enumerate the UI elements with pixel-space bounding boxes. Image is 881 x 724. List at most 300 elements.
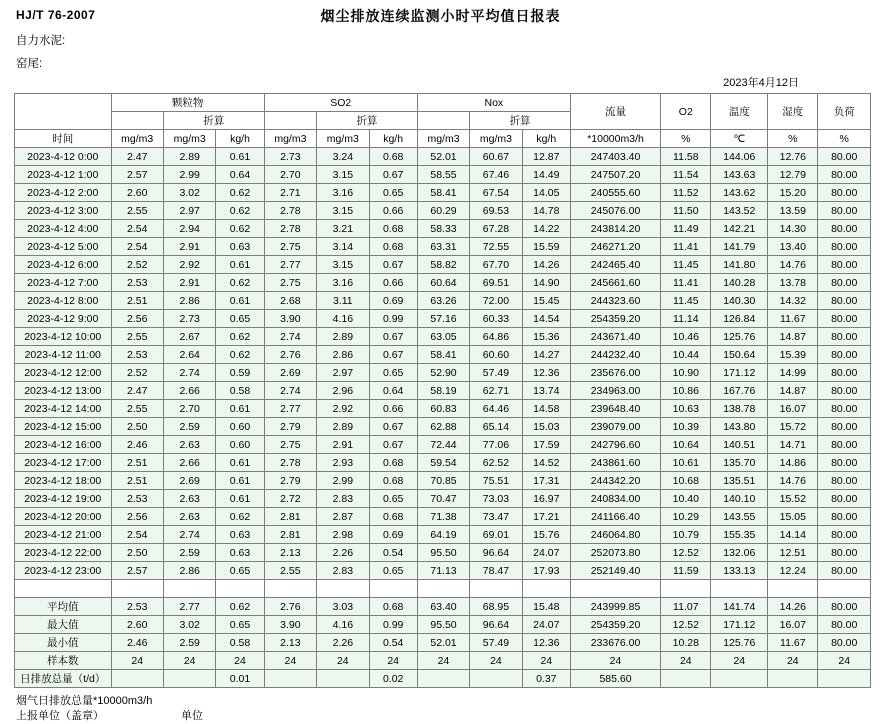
cell-value: 11.58	[661, 148, 711, 166]
cell-value: 3.16	[317, 184, 369, 202]
cell-time: 2023-4-12 6:00	[15, 256, 112, 274]
unit-nox-mgm3: mg/m3	[417, 130, 469, 148]
cell-value: 2.92	[317, 400, 369, 418]
cell-value: 2.81	[264, 526, 316, 544]
cell-value: 0.61	[216, 400, 264, 418]
table-row	[15, 238, 871, 256]
cell-value: 2.93	[317, 454, 369, 472]
cell-time: 2023-4-12 1:00	[15, 166, 112, 184]
cell-value: 2.74	[264, 328, 316, 346]
cell-value: 2.67	[163, 328, 215, 346]
cell-value: 141.79	[711, 238, 768, 256]
cell-value: 12.76	[768, 148, 818, 166]
cell-value: 252149.40	[570, 562, 660, 580]
cell-value: 140.30	[711, 292, 768, 310]
cell-value: 246064.80	[570, 526, 660, 544]
cell-value: 132.06	[711, 544, 768, 562]
cell-value: 239648.40	[570, 400, 660, 418]
cell-value: 80.00	[818, 238, 871, 256]
cell-value: 2.91	[163, 238, 215, 256]
summary-value: 3.03	[317, 598, 369, 616]
cell-value: 2.63	[163, 508, 215, 526]
cell-value: 2.78	[264, 454, 316, 472]
cell-value: 243861.60	[570, 454, 660, 472]
cell-value: 3.15	[317, 256, 369, 274]
cell-value: 0.61	[216, 454, 264, 472]
unit-pm-conv-mgm3: mg/m3	[163, 130, 215, 148]
cell-value: 67.46	[470, 166, 522, 184]
summary-label: 最大值	[15, 616, 112, 634]
table-row	[15, 382, 871, 400]
summary-value	[417, 670, 469, 688]
cell-value: 11.49	[661, 220, 711, 238]
cell-value: 10.44	[661, 346, 711, 364]
cell-value: 15.76	[522, 526, 570, 544]
cell-value: 2.94	[163, 220, 215, 238]
cell-value: 10.39	[661, 418, 711, 436]
summary-value: 57.49	[470, 634, 522, 652]
cell-value: 10.29	[661, 508, 711, 526]
cell-value: 0.62	[216, 274, 264, 292]
summary-row	[15, 634, 871, 652]
cell-value: 14.05	[522, 184, 570, 202]
cell-value: 72.44	[417, 436, 469, 454]
summary-value: 24	[264, 652, 316, 670]
header-cell-so2: SO2	[264, 94, 417, 112]
cell-value: 0.62	[216, 328, 264, 346]
cell-value: 15.72	[768, 418, 818, 436]
cell-value: 244342.20	[570, 472, 660, 490]
spacer-cell	[470, 580, 522, 598]
cell-value: 16.07	[768, 400, 818, 418]
cell-value: 0.54	[369, 544, 417, 562]
cell-value: 2.64	[163, 346, 215, 364]
cell-value: 69.01	[470, 526, 522, 544]
table-row	[15, 562, 871, 580]
cell-value: 14.99	[768, 364, 818, 382]
header-cell-nox-blank	[417, 112, 469, 130]
summary-row	[15, 670, 871, 688]
summary-value: 52.01	[417, 634, 469, 652]
cell-time: 2023-4-12 3:00	[15, 202, 112, 220]
footer-reporting-unit-row	[16, 709, 871, 724]
cell-value: 0.62	[216, 184, 264, 202]
summary-label: 平均值	[15, 598, 112, 616]
cell-value: 80.00	[818, 328, 871, 346]
cell-value: 150.64	[711, 346, 768, 364]
cell-value: 10.46	[661, 328, 711, 346]
cell-value: 60.29	[417, 202, 469, 220]
cell-value: 241166.40	[570, 508, 660, 526]
spacer-cell	[317, 580, 369, 598]
table-row	[15, 310, 871, 328]
cell-value: 10.86	[661, 382, 711, 400]
cell-value: 2.96	[317, 382, 369, 400]
summary-value	[768, 670, 818, 688]
cell-value: 0.61	[216, 472, 264, 490]
header-cell-temp: 温度	[711, 94, 768, 130]
table-row	[15, 202, 871, 220]
unit-load: %	[818, 130, 871, 148]
cell-value: 167.76	[711, 382, 768, 400]
cell-value: 14.90	[522, 274, 570, 292]
cell-time: 2023-4-12 18:00	[15, 472, 112, 490]
cell-value: 0.65	[369, 364, 417, 382]
cell-value: 77.06	[470, 436, 522, 454]
cell-value: 58.41	[417, 184, 469, 202]
cell-value: 60.67	[470, 148, 522, 166]
cell-value: 96.64	[470, 544, 522, 562]
cell-value: 240555.60	[570, 184, 660, 202]
cell-value: 2.70	[163, 400, 215, 418]
unit-pm-mgm3: mg/m3	[111, 130, 163, 148]
footer-unit-label: 单位	[181, 710, 203, 722]
cell-value: 14.86	[768, 454, 818, 472]
summary-value	[470, 670, 522, 688]
cell-time: 2023-4-12 15:00	[15, 418, 112, 436]
cell-value: 0.65	[369, 184, 417, 202]
cell-value: 10.40	[661, 490, 711, 508]
cell-value: 2.59	[163, 544, 215, 562]
summary-value: 96.64	[470, 616, 522, 634]
cell-value: 2.77	[264, 256, 316, 274]
cell-value: 2.69	[163, 472, 215, 490]
footer-total-flow-label: 烟气日排放总量*10000m3/h	[16, 695, 153, 707]
cell-value: 2.98	[317, 526, 369, 544]
cell-value: 80.00	[818, 382, 871, 400]
cell-value: 0.63	[216, 526, 264, 544]
cell-value: 2.50	[111, 544, 163, 562]
cell-value: 2.59	[163, 418, 215, 436]
header-cell-pm-blank	[111, 112, 163, 130]
cell-value: 2.89	[317, 328, 369, 346]
spacer-cell	[711, 580, 768, 598]
cell-value: 252073.80	[570, 544, 660, 562]
unit-so2-kgh: kg/h	[369, 130, 417, 148]
cell-value: 0.64	[216, 166, 264, 184]
summary-value: 14.26	[768, 598, 818, 616]
cell-value: 2.56	[111, 508, 163, 526]
cell-value: 14.71	[768, 436, 818, 454]
summary-value: 80.00	[818, 616, 871, 634]
cell-value: 247403.40	[570, 148, 660, 166]
cell-value: 2.91	[163, 274, 215, 292]
table-row	[15, 184, 871, 202]
cell-value: 2.74	[163, 364, 215, 382]
cell-value: 0.68	[369, 220, 417, 238]
cell-time: 2023-4-12 21:00	[15, 526, 112, 544]
summary-value: 2.53	[111, 598, 163, 616]
cell-value: 80.00	[818, 490, 871, 508]
summary-value: 11.07	[661, 598, 711, 616]
cell-value: 80.00	[818, 544, 871, 562]
table-row	[15, 436, 871, 454]
spacer-cell	[570, 580, 660, 598]
cell-value: 80.00	[818, 526, 871, 544]
cell-value: 63.26	[417, 292, 469, 310]
cell-value: 2.73	[264, 148, 316, 166]
cell-value: 80.00	[818, 454, 871, 472]
header-cell-nox-convert: 折算	[470, 112, 571, 130]
cell-value: 69.53	[470, 202, 522, 220]
cell-value: 2.72	[264, 490, 316, 508]
cell-value: 3.02	[163, 184, 215, 202]
cell-value: 246271.20	[570, 238, 660, 256]
cell-value: 0.61	[216, 490, 264, 508]
cell-value: 0.68	[369, 472, 417, 490]
spacer-cell	[216, 580, 264, 598]
cell-value: 143.62	[711, 184, 768, 202]
cell-value: 11.41	[661, 274, 711, 292]
table-row	[15, 220, 871, 238]
cell-value: 144.06	[711, 148, 768, 166]
header-cell-nox: Nox	[417, 94, 570, 112]
summary-value	[264, 670, 316, 688]
cell-value: 2.77	[264, 400, 316, 418]
cell-value: 2.99	[317, 472, 369, 490]
cell-value: 0.59	[216, 364, 264, 382]
cell-value: 24.07	[522, 544, 570, 562]
unit-o2: %	[661, 130, 711, 148]
cell-value: 65.14	[470, 418, 522, 436]
cell-value: 2.97	[317, 364, 369, 382]
table-group-header-row	[15, 94, 871, 112]
cell-value: 0.66	[369, 274, 417, 292]
summary-value: 2.60	[111, 616, 163, 634]
cell-value: 14.87	[768, 382, 818, 400]
cell-value: 80.00	[818, 166, 871, 184]
cell-time: 2023-4-12 7:00	[15, 274, 112, 292]
spacer-cell	[522, 580, 570, 598]
cell-value: 245076.00	[570, 202, 660, 220]
cell-value: 2.75	[264, 436, 316, 454]
summary-value: 68.95	[470, 598, 522, 616]
cell-value: 12.52	[661, 544, 711, 562]
cell-value: 2.71	[264, 184, 316, 202]
cell-value: 80.00	[818, 148, 871, 166]
unit-so2-mgm3: mg/m3	[264, 130, 316, 148]
cell-value: 2.55	[111, 400, 163, 418]
cell-value: 2.75	[264, 274, 316, 292]
cell-value: 0.69	[369, 526, 417, 544]
cell-value: 2.75	[264, 238, 316, 256]
cell-value: 60.83	[417, 400, 469, 418]
cell-value: 11.52	[661, 184, 711, 202]
table-row	[15, 166, 871, 184]
spacer-cell	[163, 580, 215, 598]
cell-value: 17.21	[522, 508, 570, 526]
cell-value: 3.14	[317, 238, 369, 256]
summary-value: 63.40	[417, 598, 469, 616]
cell-value: 10.61	[661, 454, 711, 472]
cell-value: 0.66	[369, 400, 417, 418]
cell-time: 2023-4-12 16:00	[15, 436, 112, 454]
table-row	[15, 292, 871, 310]
summary-value: 2.59	[163, 634, 215, 652]
cell-value: 17.93	[522, 562, 570, 580]
cell-value: 78.47	[470, 562, 522, 580]
cell-value: 67.70	[470, 256, 522, 274]
cell-value: 73.03	[470, 490, 522, 508]
cell-value: 14.30	[768, 220, 818, 238]
cell-value: 2.52	[111, 364, 163, 382]
cell-time: 2023-4-12 19:00	[15, 490, 112, 508]
cell-value: 0.66	[369, 202, 417, 220]
cell-value: 0.68	[369, 508, 417, 526]
cell-value: 60.33	[470, 310, 522, 328]
cell-value: 2.78	[264, 202, 316, 220]
cell-value: 2.66	[163, 382, 215, 400]
cell-value: 242796.60	[570, 436, 660, 454]
summary-value: 15.48	[522, 598, 570, 616]
cell-value: 0.68	[369, 238, 417, 256]
cell-value: 0.67	[369, 256, 417, 274]
header-cell-blank-time	[15, 94, 112, 130]
cell-value: 15.39	[768, 346, 818, 364]
summary-value: 125.76	[711, 634, 768, 652]
header-cell-load: 负荷	[818, 94, 871, 130]
cell-value: 2.86	[163, 562, 215, 580]
summary-row	[15, 598, 871, 616]
cell-value: 2.99	[163, 166, 215, 184]
cell-value: 11.59	[661, 562, 711, 580]
cell-value: 80.00	[818, 184, 871, 202]
cell-value: 254359.20	[570, 310, 660, 328]
cell-value: 2.55	[111, 328, 163, 346]
cell-value: 11.14	[661, 310, 711, 328]
summary-value	[661, 670, 711, 688]
cell-value: 80.00	[818, 310, 871, 328]
summary-value: 16.07	[768, 616, 818, 634]
cell-value: 63.05	[417, 328, 469, 346]
summary-value: 0.65	[216, 616, 264, 634]
cell-value: 140.10	[711, 490, 768, 508]
cell-value: 15.59	[522, 238, 570, 256]
cell-value: 72.00	[470, 292, 522, 310]
cell-value: 95.50	[417, 544, 469, 562]
cell-value: 0.67	[369, 436, 417, 454]
spacer-cell	[417, 580, 469, 598]
cell-value: 2.53	[111, 490, 163, 508]
cell-value: 140.51	[711, 436, 768, 454]
cell-value: 2.97	[163, 202, 215, 220]
cell-value: 15.03	[522, 418, 570, 436]
cell-value: 58.33	[417, 220, 469, 238]
summary-value: 24	[369, 652, 417, 670]
cell-value: 14.32	[768, 292, 818, 310]
cell-value: 57.16	[417, 310, 469, 328]
cell-time: 2023-4-12 22:00	[15, 544, 112, 562]
cell-value: 11.54	[661, 166, 711, 184]
table-row	[15, 418, 871, 436]
spacer-cell	[264, 580, 316, 598]
cell-time: 2023-4-12 8:00	[15, 292, 112, 310]
cell-value: 142.21	[711, 220, 768, 238]
unit-nox-kgh: kg/h	[522, 130, 570, 148]
cell-value: 2.83	[317, 562, 369, 580]
cell-value: 13.59	[768, 202, 818, 220]
summary-value: 3.90	[264, 616, 316, 634]
report-date: 2023年4月12日	[723, 77, 799, 89]
summary-value: 24	[661, 652, 711, 670]
cell-value: 80.00	[818, 346, 871, 364]
cell-value: 0.65	[216, 562, 264, 580]
cell-time: 2023-4-12 11:00	[15, 346, 112, 364]
cell-value: 14.22	[522, 220, 570, 238]
cell-value: 3.24	[317, 148, 369, 166]
cell-value: 52.90	[417, 364, 469, 382]
cell-value: 0.61	[216, 148, 264, 166]
cell-value: 52.01	[417, 148, 469, 166]
cell-value: 2.66	[163, 454, 215, 472]
cell-value: 140.28	[711, 274, 768, 292]
header-cell-pm-convert: 折算	[163, 112, 264, 130]
summary-value: 0.37	[522, 670, 570, 688]
cell-time: 2023-4-12 23:00	[15, 562, 112, 580]
cell-value: 2.79	[264, 418, 316, 436]
header-cell-so2-convert: 折算	[317, 112, 418, 130]
summary-label: 最小值	[15, 634, 112, 652]
cell-value: 62.88	[417, 418, 469, 436]
cell-value: 242465.40	[570, 256, 660, 274]
cell-value: 138.78	[711, 400, 768, 418]
cell-value: 10.64	[661, 436, 711, 454]
cell-value: 135.70	[711, 454, 768, 472]
cell-value: 2.47	[111, 382, 163, 400]
cell-value: 2.56	[111, 310, 163, 328]
cell-time: 2023-4-12 12:00	[15, 364, 112, 382]
cell-value: 12.87	[522, 148, 570, 166]
summary-value: 585.60	[570, 670, 660, 688]
table-row	[15, 526, 871, 544]
summary-value: 0.68	[369, 598, 417, 616]
summary-value: 10.28	[661, 634, 711, 652]
cell-value: 2.46	[111, 436, 163, 454]
cell-value: 12.79	[768, 166, 818, 184]
cell-value: 67.54	[470, 184, 522, 202]
cell-value: 73.47	[470, 508, 522, 526]
cell-value: 17.31	[522, 472, 570, 490]
table-row	[15, 256, 871, 274]
cell-value: 0.61	[216, 256, 264, 274]
cell-value: 3.11	[317, 292, 369, 310]
cell-value: 133.13	[711, 562, 768, 580]
cell-value: 10.79	[661, 526, 711, 544]
spacer-cell	[768, 580, 818, 598]
summary-value: 12.36	[522, 634, 570, 652]
summary-value: 24	[570, 652, 660, 670]
cell-value: 245661.60	[570, 274, 660, 292]
cell-value: 0.62	[216, 202, 264, 220]
cell-value: 2.81	[264, 508, 316, 526]
footer-reporting-unit-label: 上报单位（盖章）	[16, 710, 104, 722]
cell-value: 244323.60	[570, 292, 660, 310]
summary-value: 24	[317, 652, 369, 670]
summary-value: 243999.85	[570, 598, 660, 616]
cell-value: 10.63	[661, 400, 711, 418]
summary-value	[163, 670, 215, 688]
cell-value: 135.51	[711, 472, 768, 490]
cell-value: 11.50	[661, 202, 711, 220]
cell-value: 11.41	[661, 238, 711, 256]
header-cell-time: 时间	[15, 130, 112, 148]
cell-value: 80.00	[818, 256, 871, 274]
cell-value: 4.16	[317, 310, 369, 328]
cell-value: 70.47	[417, 490, 469, 508]
cell-value: 244232.40	[570, 346, 660, 364]
cell-value: 59.54	[417, 454, 469, 472]
cell-value: 2.51	[111, 472, 163, 490]
